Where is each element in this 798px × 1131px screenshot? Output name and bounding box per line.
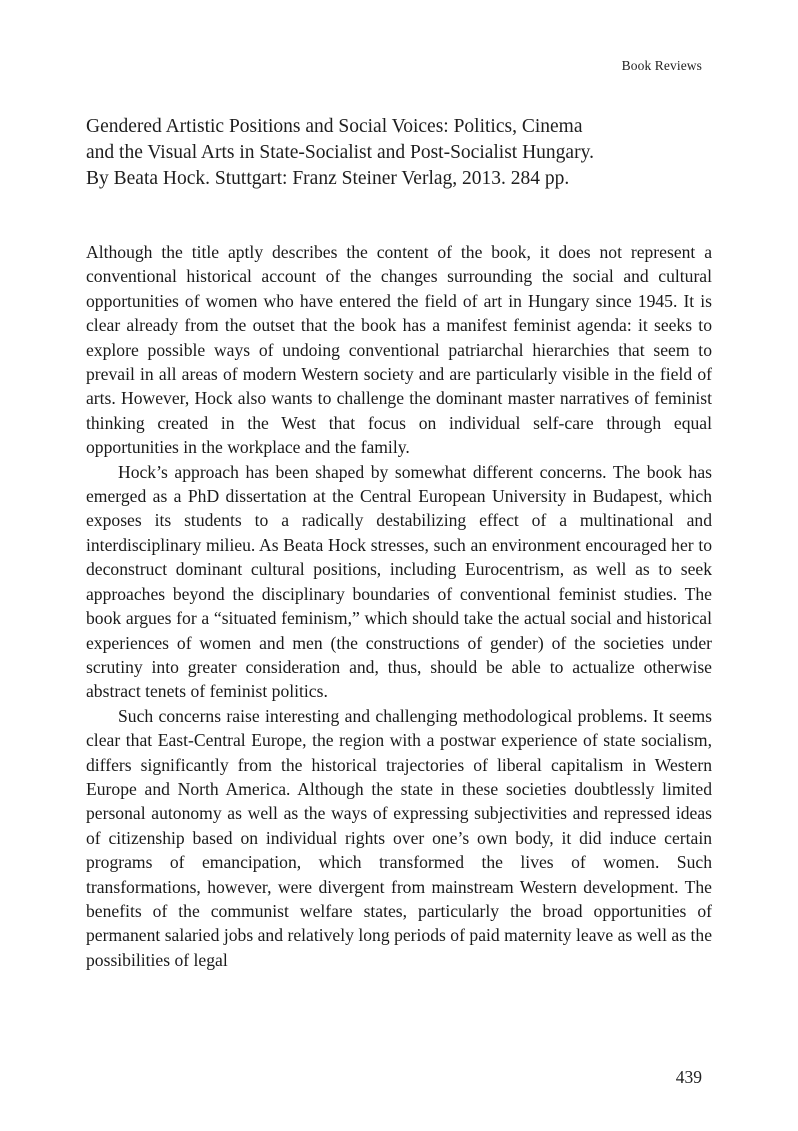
book-title-line-1: Gendered Artistic Positions and Social Voices: Politics, Cinema [86,116,583,137]
review-heading [86,114,712,192]
book-title-line-2: and the Visual Arts in State-Socialist and Post-Socialist Hungary. [86,142,594,163]
review-body [86,240,712,972]
book-citation-line: By Beata Hock. Stuttgart: Franz Steiner Verlag, 2013. 284 pp. [86,168,570,189]
body-paragraph-3: Such concerns raise interesting and challenging methodological problems. It seems clear that East-Central Europe, the region with a postwar experience of state socialism, differs significantly from the historical trajectories of liberal capitalism in Western Europe and North America. Although the state in these societies doubtlessly limited personal autonomy as well as the ways of expressing subjectivities and repressed ideas of citizenship based on individual rights over one’s own body, it did induce certain programs of emancipation, which transformed the lives of women. Such transformations, however, were divergent from mainstream Western development. The benefits of the communist welfare states, particularly the broad opportunities of permanent salaried jobs and relatively long periods of paid maternity leave as well as the possibilities of legal [86,705,712,970]
running-head: Book Reviews [621,58,702,73]
page-number: 439 [675,1067,702,1087]
body-paragraph-1: Although the title aptly describes the content of the book, it does not represent a conventional historical account of the changes surrounding the social and cultural opportunities of women who have entered the field of art in Hungary since 1945. It is clear already from the outset that the book has a manifest feminist agenda: it seeks to explore possible ways of undoing conventional patriarchal hierarchies that seem to prevail in all areas of modern Western society and are particularly visible in the field of arts. However, Hock also wants to challenge the dominant master narratives of feminist thinking created in the West that focus on individual self-care through equal opportunities in the workplace and the family. [86,242,712,458]
body-paragraph-2: Hock’s approach has been shaped by somewhat different concerns. The book has emerged as a PhD dissertation at the Central European University in Budapest, which exposes its students to a radically destabilizing effect of a multinational and interdisciplinary milieu. As Beata Hock stresses, such an environment encouraged her to deconstruct dominant cultural positions, including Eurocentrism, as well as to seek approaches beyond the disciplinary boundaries of conventional feminist studies. The book argues for a “situated feminism,” which should take the actual social and historical experiences of women and men (the constructions of gender) of the societies under scrutiny into greater consideration and, thus, should be able to actualize otherwise abstract tenets of feminist politics. [86,461,712,702]
